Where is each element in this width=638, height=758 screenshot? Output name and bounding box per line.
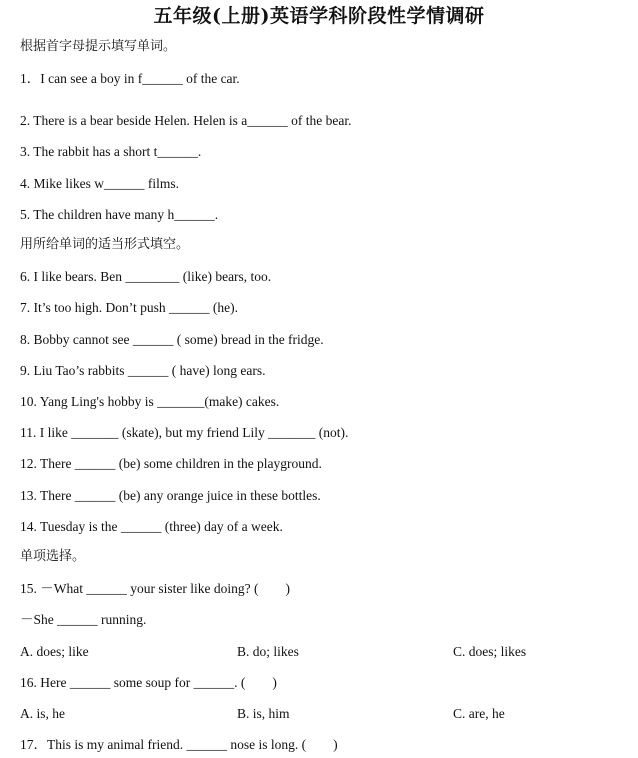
question-4: 4. Mike likes w______ films. (20, 176, 179, 191)
question-2: 2. There is a bear beside Helen. Helen is a______ of the bear. (20, 113, 352, 128)
question-13: 13. There ______ (be) any orange juice in these bottles. (20, 488, 321, 503)
question-16: 16. Here ______ some soup for ______. ( ) (20, 675, 277, 690)
question-15-reply: －She ______ running. (20, 612, 147, 627)
q16-option-a: A. is, he (20, 706, 65, 721)
question-17: 17．This is my animal friend. ______ nose is long. ( ) (20, 737, 338, 752)
q16-option-b: B. is, him (237, 706, 290, 721)
q16-option-c: C. are, he (453, 706, 505, 721)
section-heading-initial-letter: 根据首字母提示填写单词。 (20, 39, 177, 54)
question-10: 10. Yang Ling's hobby is _______(make) cakes. (20, 394, 280, 409)
question-8: 8. Bobby cannot see ______ ( some) bread in the fridge. (20, 332, 324, 347)
question-9: 9. Liu Tao’s rabbits ______ ( have) long ears. (20, 363, 266, 378)
page-title: 五年级(上册)英语学科阶段性学情调研 (153, 5, 485, 27)
section-heading-multiple-choice: 单项选择。 (20, 549, 86, 564)
question-3: 3. The rabbit has a short t______. (20, 144, 202, 159)
q15-option-a: A. does; like (20, 644, 89, 659)
question-5: 5. The children have many h______. (20, 207, 219, 222)
question-14: 14. Tuesday is the ______ (three) day of a week. (20, 519, 283, 534)
question-15: 15. －What ______ your sister like doing? ( ) (20, 581, 290, 596)
q15-option-c: C. does; likes (453, 644, 527, 659)
q15-option-b: B. do; likes (237, 644, 299, 659)
question-1: 1．I can see a boy in f______ of the car. (20, 71, 240, 86)
section-heading-word-form: 用所给单词的适当形式填空。 (20, 237, 190, 252)
question-11: 11. I like _______ (skate), but my friend Lily _______ (not). (20, 425, 349, 440)
question-7: 7. It’s too high. Don’t push ______ (he). (20, 300, 238, 315)
question-6: 6. I like bears. Ben ________ (like) bears, too. (20, 269, 272, 284)
question-12: 12. There ______ (be) some children in the playground. (20, 456, 322, 471)
